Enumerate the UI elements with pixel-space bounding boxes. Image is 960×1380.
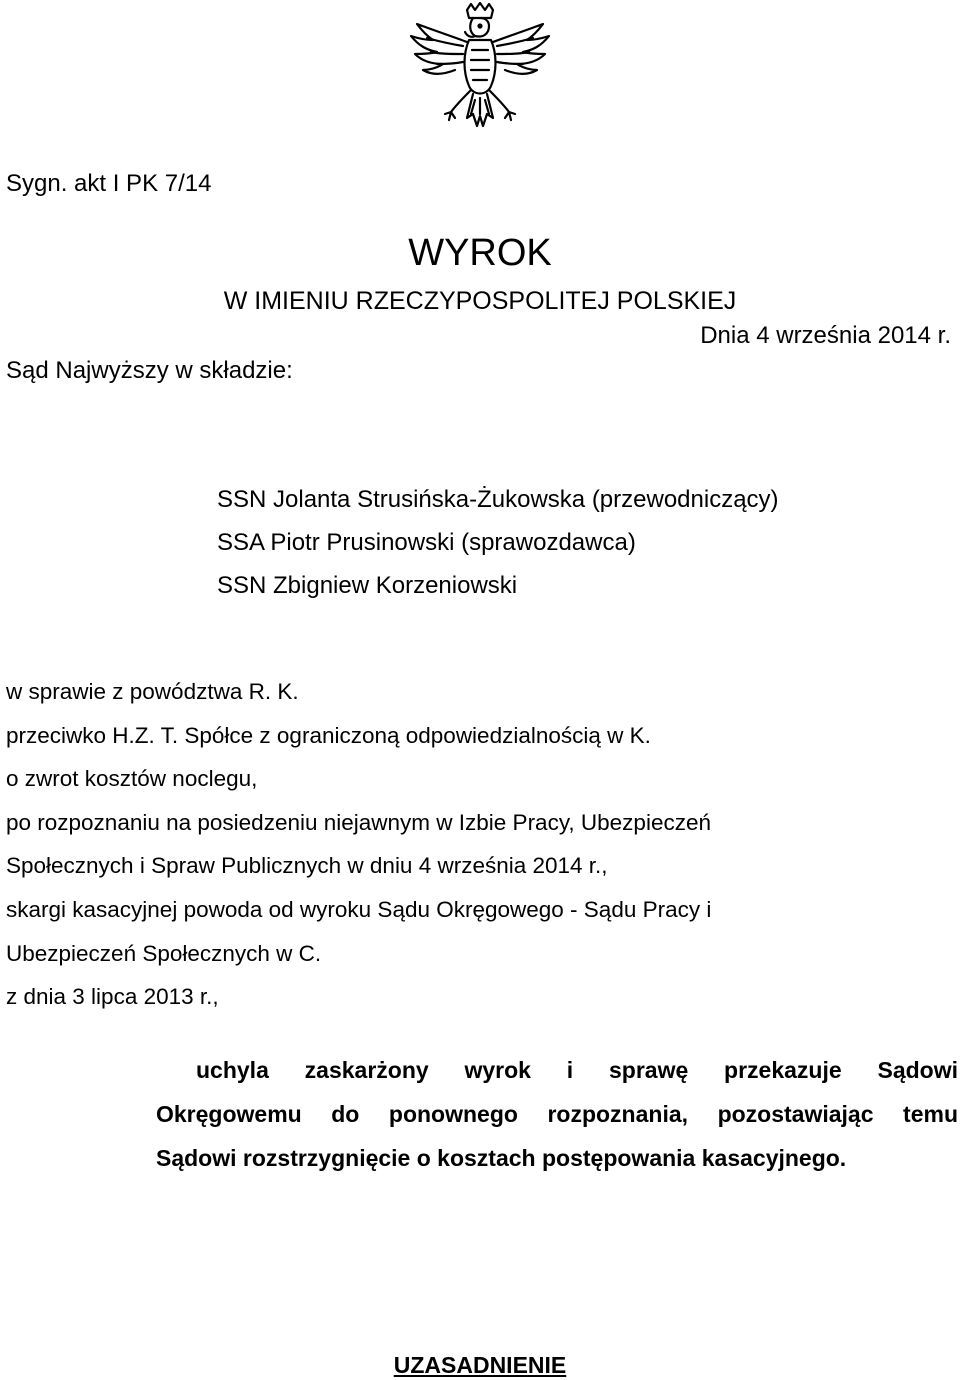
ruling-line: Sądowi rozstrzygnięcie o kosztach postępowania kasacyjnego.: [156, 1145, 847, 1171]
section-heading-justification: UZASADNIENIE: [393, 1352, 567, 1378]
ruling-line: Okręgowemu do ponownego rozpoznania, pozostawiając temu: [156, 1101, 958, 1127]
ruling-operative-part: [156, 1048, 958, 1180]
judge-member: SSN Zbigniew Korzeniowski: [217, 572, 518, 599]
judgment-date: Dnia 4 września 2014 r.: [700, 322, 951, 349]
polish-eagle-emblem-icon: [403, 2, 557, 136]
judges-list: [217, 478, 779, 607]
document-title: WYROK: [408, 232, 552, 274]
case-line: przeciwko H.Z. T. Spółce z ograniczoną odpowiedzialnością w K.: [6, 722, 651, 748]
case-line: w sprawie z powództwa R. K.: [6, 679, 299, 704]
case-line: o zwrot kosztów noclegu,: [6, 766, 258, 792]
ruling-line: uchyla zaskarżony wyrok i sprawę przekazuje Sądowi: [196, 1057, 958, 1083]
judge-rapporteur: SSA Piotr Prusinowski (sprawozdawca): [217, 529, 636, 556]
document-subtitle: W IMIENIU RZECZYPOSPOLITEJ POLSKIEJ: [223, 287, 737, 315]
case-line: Ubezpieczeń Społecznych w C.: [6, 940, 322, 966]
case-line: Społecznych i Spraw Publicznych w dniu 4 września 2014 r.,: [6, 853, 608, 879]
case-description: [6, 670, 711, 1019]
judge-presiding: SSN Jolanta Strusińska-Żukowska (przewodniczący): [217, 486, 779, 513]
case-line: po rozpoznaniu na posiedzeniu niejawnym w Izbie Pracy, Ubezpieczeń: [6, 809, 711, 835]
case-line: skargi kasacyjnej powoda od wyroku Sądu Okręgowego - Sądu Pracy i: [6, 896, 712, 922]
court-composition-label: Sąd Najwyższy w składzie:: [6, 357, 293, 384]
case-line: z dnia 3 lipca 2013 r.,: [6, 984, 219, 1010]
case-number: Sygn. akt I PK 7/14: [6, 170, 212, 197]
